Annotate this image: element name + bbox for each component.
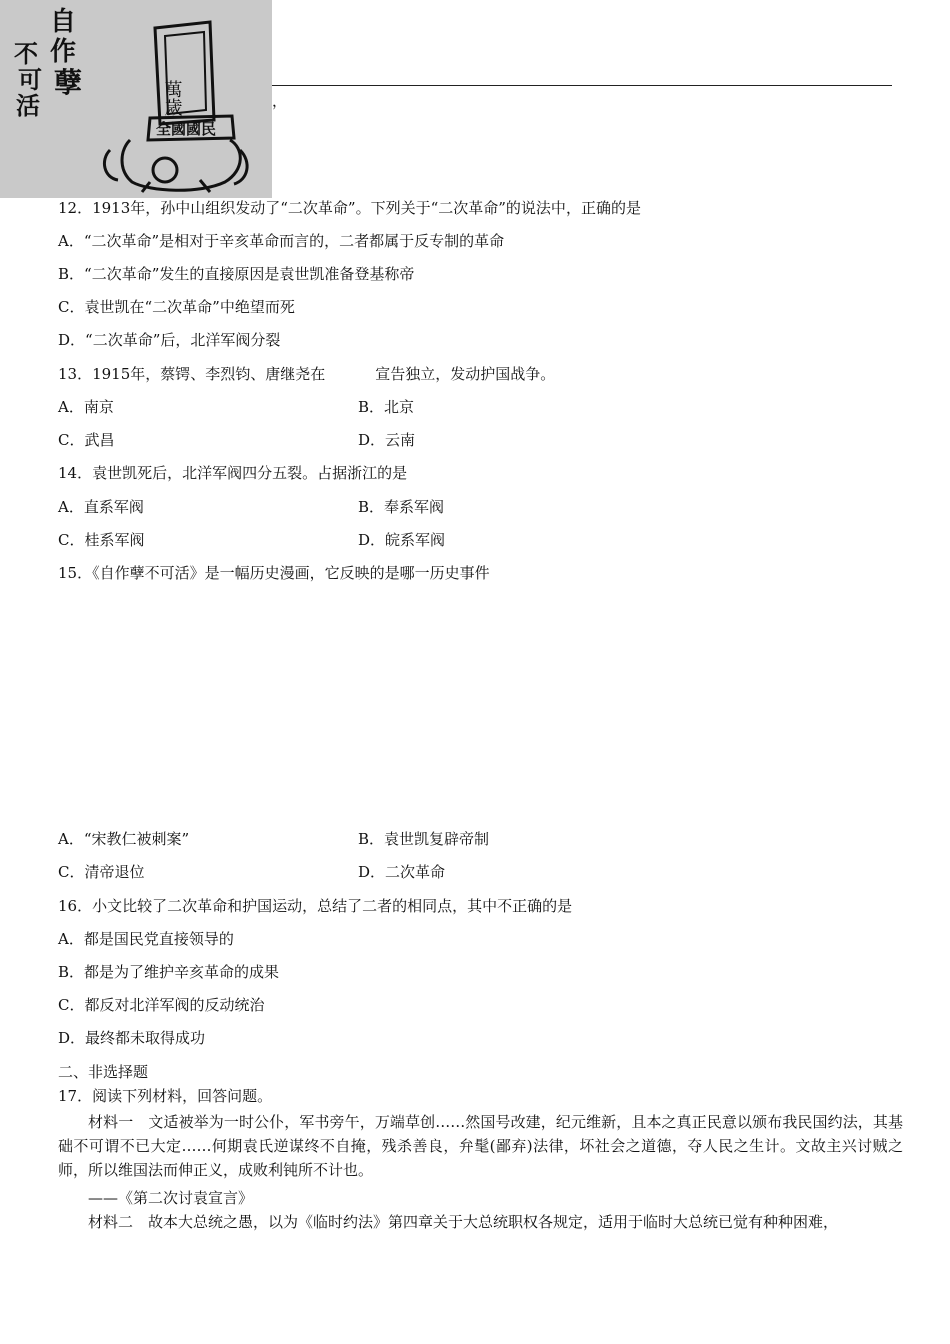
caption-char-1: 自 bbox=[50, 7, 77, 37]
q16-option-a: A．都是国民党直接领导的 bbox=[58, 930, 234, 948]
q13-stem bbox=[58, 364, 555, 384]
q16-option-c: C．都反对北洋军阀的反动统治 bbox=[58, 996, 265, 1014]
q15-option-c: C．清帝退位 bbox=[58, 863, 145, 881]
q13-option-a: A．南京 bbox=[58, 398, 114, 416]
q17-material-1: 材料一 文适被举为一时公仆，军书旁午，万端草创……然国号改建，纪元维新，且本之真正民意以颁布我民国约法，其基础不可谓不已大定……何期袁氏逆谋终不自掩，残杀善良，弁髦(鄙弃)法律，坏社会之道德，夺人民之生计。文故主兴讨贼之师，所以维国法而伸正义，成败利钝所不计也。 bbox=[58, 1113, 903, 1179]
q12-option-b: B．“二次革命”发生的直接原因是袁世凯准备登基称帝 bbox=[58, 265, 415, 283]
q14-option-a: A．直系军阀 bbox=[58, 498, 144, 516]
q13-stem-part2: 宣告独立，发动护国战争。 bbox=[375, 365, 556, 383]
q14-option-b: B．奉系军阀 bbox=[358, 498, 445, 516]
header-rule bbox=[272, 85, 892, 86]
q15-stem: 15．《自作孽不可活》是一幅历史漫画，它反映的是哪一历史事件 bbox=[58, 564, 490, 582]
q17-source-1: ——《第二次讨袁宣言》 bbox=[88, 1189, 254, 1207]
q12-option-c: C．袁世凯在“二次革命”中绝望而死 bbox=[58, 298, 295, 316]
tablet-text: 萬歲 bbox=[161, 80, 183, 116]
q12-option-d: D．“二次革命”后，北洋军阀分裂 bbox=[58, 331, 281, 349]
q14-option-d: D．皖系军阀 bbox=[358, 531, 446, 549]
q13-option-d: D．云南 bbox=[358, 431, 416, 449]
section-heading: 二、非选择题 bbox=[58, 1063, 149, 1081]
q13-option-c: C．武昌 bbox=[58, 431, 115, 449]
cartoon-image bbox=[0, 0, 272, 198]
q16-stem: 16．小文比较了二次革命和护国运动，总结了二者的相同点，其中不正确的是 bbox=[58, 897, 573, 915]
caption-char-4: 不 bbox=[14, 39, 38, 68]
q13-option-b: B．北京 bbox=[358, 398, 415, 416]
q15-option-d: D．二次革命 bbox=[358, 863, 446, 881]
q16-option-b: B．都是为了维护辛亥革命的成果 bbox=[58, 963, 280, 981]
q13-stem-part1: 13．1915年，蔡锷、李烈钧、唐继尧在 bbox=[58, 365, 326, 383]
stray-mark: ， bbox=[272, 92, 288, 110]
caption-char-2: 作 bbox=[50, 37, 77, 67]
caption-char-5: 可 bbox=[18, 65, 42, 94]
q16-option-d: D．最终都未取得成功 bbox=[58, 1029, 206, 1047]
q14-option-c: C．桂系军阀 bbox=[58, 531, 145, 549]
q17-material-2: 材料二 故本大总统之愚，以为《临时约法》第四章关于大总统职权各规定，适用于临时大总统已觉有种种困难， bbox=[88, 1213, 839, 1231]
caption-char-6: 活 bbox=[16, 91, 40, 120]
q15-option-a: A．“宋教仁被刺案” bbox=[58, 830, 190, 848]
caption-char-3: 孽 bbox=[54, 66, 83, 99]
q12-stem: 12．1913年，孙中山组织发动了“二次革命”。下列关于“二次革命”的说法中，正确的是 bbox=[58, 199, 641, 217]
q14-stem: 14．袁世凯死后，北洋军阀四分五裂。占据浙江的是 bbox=[58, 464, 408, 482]
q15-option-b: B．袁世凯复辟帝制 bbox=[358, 830, 490, 848]
band-text: 全國國民 bbox=[156, 120, 217, 138]
q12-option-a: A．“二次革命”是相对于辛亥革命而言的，二者都属于反专制的革命 bbox=[58, 232, 505, 250]
q17-stem: 17．阅读下列材料，回答问题。 bbox=[58, 1087, 273, 1105]
